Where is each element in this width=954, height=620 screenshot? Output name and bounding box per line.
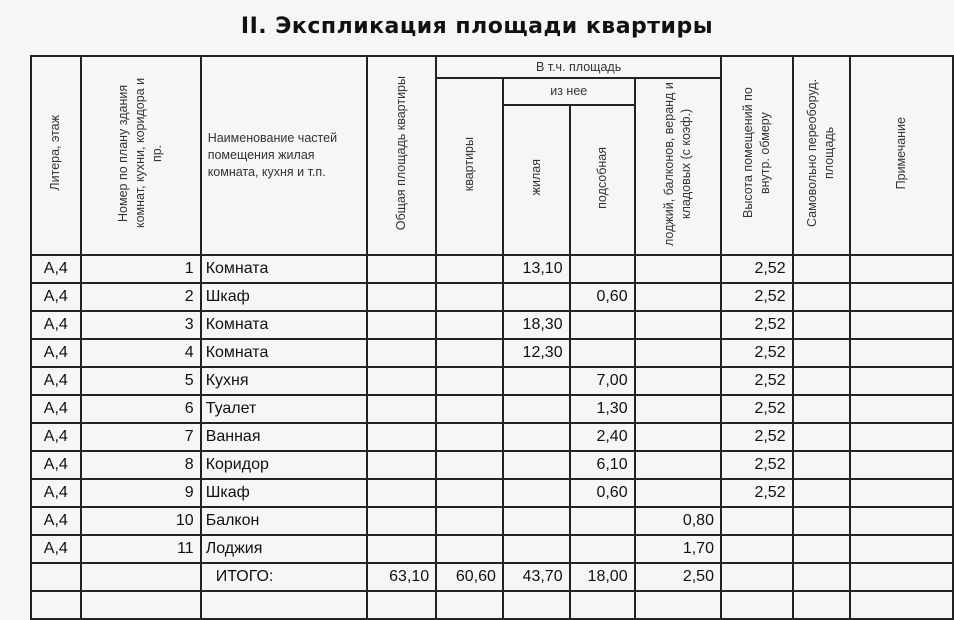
row-name: Комната — [201, 255, 367, 283]
row-note — [850, 339, 953, 367]
row-unauthorized — [793, 311, 850, 339]
row-unauthorized — [793, 367, 850, 395]
row-litera: А,4 — [31, 451, 81, 479]
row-apartment — [436, 535, 503, 563]
row-loggia — [635, 423, 721, 451]
row-height: 2,52 — [721, 395, 793, 423]
row-auxiliary — [570, 535, 635, 563]
table-row — [31, 423, 953, 451]
row-loggia: 0,80 — [635, 507, 721, 535]
row-apartment — [436, 339, 503, 367]
totals-note — [850, 563, 953, 591]
row-name: Шкаф — [201, 283, 367, 311]
header-loggia: лоджий, балконов, веранд и кладовых (с коэф.) — [635, 78, 721, 255]
row-total-area — [367, 311, 436, 339]
row-loggia — [635, 255, 721, 283]
header-including: В т.ч. площадь — [436, 56, 721, 78]
table-row — [31, 507, 953, 535]
row-number: 2 — [81, 283, 201, 311]
row-apartment — [436, 479, 503, 507]
row-name: Коридор — [201, 451, 367, 479]
row-unauthorized — [793, 283, 850, 311]
row-apartment — [436, 367, 503, 395]
row-total-area — [367, 507, 436, 535]
row-auxiliary: 6,10 — [570, 451, 635, 479]
row-auxiliary — [570, 507, 635, 535]
header-apartment: квартиры — [436, 78, 503, 255]
row-unauthorized — [793, 479, 850, 507]
row-loggia — [635, 339, 721, 367]
row-total-area — [367, 423, 436, 451]
row-height: 2,52 — [721, 479, 793, 507]
row-living: 12,30 — [503, 339, 570, 367]
row-total-area — [367, 395, 436, 423]
row-height — [721, 507, 793, 535]
totals-apartment: 60,60 — [436, 563, 503, 591]
totals-living: 43,70 — [503, 563, 570, 591]
row-note — [850, 479, 953, 507]
row-living: 18,30 — [503, 311, 570, 339]
totals-auxiliary: 18,00 — [570, 563, 635, 591]
row-number: 3 — [81, 311, 201, 339]
row-total-area — [367, 479, 436, 507]
table-row — [31, 367, 953, 395]
table-body — [31, 255, 953, 563]
row-total-area — [367, 255, 436, 283]
row-number: 1 — [81, 255, 201, 283]
row-height: 2,52 — [721, 311, 793, 339]
row-apartment — [436, 423, 503, 451]
row-apartment — [436, 283, 503, 311]
row-number: 11 — [81, 535, 201, 563]
row-unauthorized — [793, 423, 850, 451]
row-note — [850, 507, 953, 535]
row-living — [503, 451, 570, 479]
row-apartment — [436, 255, 503, 283]
row-litera: А,4 — [31, 479, 81, 507]
header-of-it: из нее — [503, 78, 635, 105]
row-loggia — [635, 451, 721, 479]
row-name: Комната — [201, 311, 367, 339]
row-name: Лоджия — [201, 535, 367, 563]
row-litera: А,4 — [31, 507, 81, 535]
row-height: 2,52 — [721, 255, 793, 283]
totals-total-area: 63,10 — [367, 563, 436, 591]
row-total-area — [367, 339, 436, 367]
row-living — [503, 367, 570, 395]
row-apartment — [436, 395, 503, 423]
row-note — [850, 451, 953, 479]
row-total-area — [367, 535, 436, 563]
empty-row — [31, 591, 953, 619]
row-loggia — [635, 395, 721, 423]
totals-height — [721, 563, 793, 591]
table-row — [31, 395, 953, 423]
table-row — [31, 339, 953, 367]
header-litera: Литера, этаж — [31, 56, 81, 255]
row-total-area — [367, 451, 436, 479]
table-row — [31, 535, 953, 563]
row-auxiliary: 0,60 — [570, 479, 635, 507]
row-loggia — [635, 283, 721, 311]
row-note — [850, 311, 953, 339]
row-number: 8 — [81, 451, 201, 479]
row-height: 2,52 — [721, 423, 793, 451]
header-name: Наименование частей помещения жилая комната, кухня и т.п. — [201, 56, 367, 255]
table-row — [31, 451, 953, 479]
row-apartment — [436, 507, 503, 535]
row-number: 5 — [81, 367, 201, 395]
header-total-area: Общая площадь квартиры — [367, 56, 436, 255]
row-name: Туалет — [201, 395, 367, 423]
row-note — [850, 395, 953, 423]
header-height: Высота помещений по внутр. обмеру — [721, 56, 793, 255]
row-auxiliary: 0,60 — [570, 283, 635, 311]
row-height: 2,52 — [721, 367, 793, 395]
row-note — [850, 255, 953, 283]
header-unauthorized: Самовольно переоборуд. площадь — [793, 56, 850, 255]
table-row — [31, 255, 953, 283]
row-auxiliary: 1,30 — [570, 395, 635, 423]
row-note — [850, 367, 953, 395]
row-unauthorized — [793, 451, 850, 479]
row-loggia — [635, 479, 721, 507]
row-height: 2,52 — [721, 339, 793, 367]
header-number: Номер по плану здания комнат, кухни, коридора и пр. — [81, 56, 201, 255]
row-auxiliary — [570, 255, 635, 283]
row-number: 9 — [81, 479, 201, 507]
row-name: Шкаф — [201, 479, 367, 507]
row-auxiliary — [570, 339, 635, 367]
row-total-area — [367, 367, 436, 395]
row-height: 2,52 — [721, 283, 793, 311]
row-name: Ванная — [201, 423, 367, 451]
row-living — [503, 479, 570, 507]
row-note — [850, 535, 953, 563]
row-litera: А,4 — [31, 311, 81, 339]
row-litera: А,4 — [31, 395, 81, 423]
row-apartment — [436, 311, 503, 339]
row-litera: А,4 — [31, 535, 81, 563]
totals-empty-number — [81, 563, 201, 591]
row-height — [721, 535, 793, 563]
row-unauthorized — [793, 507, 850, 535]
explication-table — [30, 55, 954, 620]
row-auxiliary: 2,40 — [570, 423, 635, 451]
row-number: 10 — [81, 507, 201, 535]
row-unauthorized — [793, 395, 850, 423]
row-name: Кухня — [201, 367, 367, 395]
totals-label: ИТОГО: — [201, 563, 367, 591]
row-name: Балкон — [201, 507, 367, 535]
row-loggia: 1,70 — [635, 535, 721, 563]
row-litera: А,4 — [31, 339, 81, 367]
row-litera: А,4 — [31, 367, 81, 395]
row-litera: А,4 — [31, 283, 81, 311]
row-litera: А,4 — [31, 423, 81, 451]
row-living — [503, 283, 570, 311]
row-living: 13,10 — [503, 255, 570, 283]
totals-empty-litera — [31, 563, 81, 591]
header-note: Примечание — [850, 56, 953, 255]
row-living — [503, 507, 570, 535]
row-name: Комната — [201, 339, 367, 367]
row-unauthorized — [793, 339, 850, 367]
row-apartment — [436, 451, 503, 479]
table-row — [31, 311, 953, 339]
row-note — [850, 423, 953, 451]
row-total-area — [367, 283, 436, 311]
totals-row — [31, 563, 953, 591]
row-height: 2,52 — [721, 451, 793, 479]
row-living — [503, 423, 570, 451]
row-loggia — [635, 367, 721, 395]
table-row — [31, 283, 953, 311]
document-title: II. Экспликация площади квартиры — [240, 14, 714, 39]
row-living — [503, 535, 570, 563]
header-living: жилая — [503, 105, 570, 255]
row-number: 6 — [81, 395, 201, 423]
row-number: 4 — [81, 339, 201, 367]
row-auxiliary: 7,00 — [570, 367, 635, 395]
row-auxiliary — [570, 311, 635, 339]
row-note — [850, 283, 953, 311]
row-number: 7 — [81, 423, 201, 451]
row-unauthorized — [793, 535, 850, 563]
row-litera: А,4 — [31, 255, 81, 283]
totals-loggia: 2,50 — [635, 563, 721, 591]
header-auxiliary: подсобная — [570, 105, 635, 255]
row-living — [503, 395, 570, 423]
totals-unauthorized — [793, 563, 850, 591]
table-row — [31, 479, 953, 507]
row-loggia — [635, 311, 721, 339]
row-unauthorized — [793, 255, 850, 283]
